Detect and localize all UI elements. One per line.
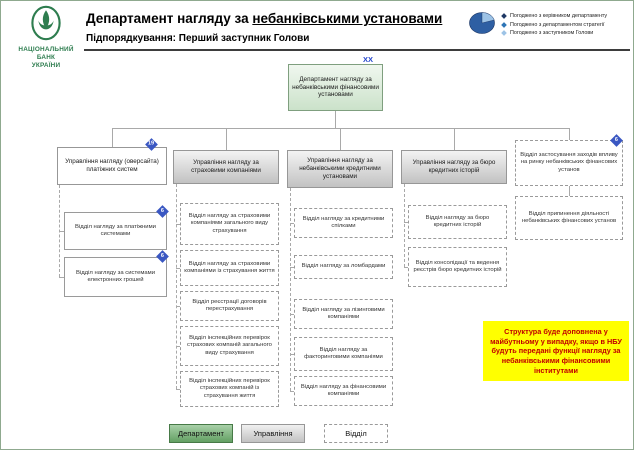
- org-node-division: Відділ нагляду за страховими компаніями із страхування життя: [180, 250, 279, 286]
- header-divider: [84, 49, 630, 51]
- connector-line: [290, 188, 291, 391]
- org-node-division: Відділ нагляду за факторинговими компаніями: [294, 337, 393, 371]
- badge-value: 19: [148, 140, 155, 147]
- connector-line: [226, 128, 227, 150]
- approval-text: Погоджено з департаментом стратегії: [510, 21, 605, 28]
- approval-item: [502, 13, 607, 19]
- approval-item: [502, 30, 607, 36]
- org-node-management-insurance: Управління нагляду за страховими компаніями: [173, 150, 279, 184]
- connector-line: [340, 128, 341, 150]
- root-marker: XX: [363, 55, 374, 64]
- logo-text-line: НАЦІОНАЛЬНИЙ: [18, 46, 74, 53]
- org-node-division: Відділ припинення діяльності небанківських фінансових установ: [515, 196, 623, 240]
- org-node-division: Відділ застосування заходів впливу на ринку небанківських фінансових установ: [515, 140, 623, 186]
- nbu-logo: [9, 5, 83, 70]
- org-node-division: Відділ інспекційних перевірок страхових компаній загального виду страхування: [180, 326, 279, 366]
- org-node-division: Відділ інспекційних перевірок страхових компаній із страхування життя: [180, 371, 279, 407]
- org-node-management-credit-institutions: Управління нагляду за небанківськими кредитними установами: [287, 150, 393, 188]
- connector-line: [335, 111, 336, 128]
- org-node-management-credit-bureaus: Управління нагляду за бюро кредитних історій: [401, 150, 507, 184]
- org-node-division: Відділ нагляду за лізинговими компаніями: [294, 299, 393, 329]
- org-node-division: Відділ нагляду за бюро кредитних історій: [408, 205, 507, 239]
- connector-line: [404, 184, 405, 267]
- title-prefix: Департамент нагляду за: [86, 11, 253, 26]
- org-node-division: Відділ нагляду за платіжними системами: [64, 212, 167, 250]
- legend-management-box: Управління: [241, 424, 305, 443]
- org-node-division: Відділ нагляду за страховими компаніями загального виду страхування: [180, 203, 279, 245]
- connector-line: [569, 186, 570, 196]
- approval-text: Погоджено з керівником департаменту: [510, 13, 608, 19]
- badge-value: 6: [160, 207, 165, 214]
- org-node-division: Відділ нагляду за фінансовими компаніями: [294, 376, 393, 406]
- connector-line: [112, 128, 113, 147]
- logo-text-line: БАНК: [36, 54, 56, 61]
- org-node-division: Відділ нагляду за кредитними спілками: [294, 208, 393, 238]
- org-node-department-root: Департамент нагляду за небанківськими фінансовими установами: [288, 64, 383, 111]
- diamond-bullet-icon: [501, 13, 507, 19]
- connector-line: [454, 128, 455, 150]
- connector-line: [569, 128, 570, 140]
- slide-title: [86, 11, 442, 26]
- approval-text: Погоджено з заступником Голови: [510, 30, 594, 36]
- legend-department-box: Департамент: [169, 424, 233, 443]
- approval-item: [502, 22, 607, 28]
- nbu-emblem-icon: [29, 5, 63, 41]
- badge-value: 6: [614, 136, 619, 143]
- badge-value: 6: [160, 252, 165, 259]
- connector-line: [176, 184, 177, 389]
- subordination-subtitle: Підпорядкування: Перший заступник Голови: [86, 33, 310, 44]
- title-underlined: небанківськими установами: [252, 11, 443, 26]
- org-node-division: Відділ консолідації та ведення реєстрів бюро кредитних історій: [408, 247, 507, 287]
- org-node-division: Відділ нагляду за системами електронних грошей: [64, 257, 167, 297]
- legend-division-box: Відділ: [324, 424, 388, 443]
- logo-text-line: УКРАЇНИ: [31, 62, 61, 69]
- approval-pie-icon: [468, 10, 498, 40]
- future-structure-note: Структура буде доповнена у майбутньому у випадку, якщо в НБУ будуть передані функції нагляду за небанківськими фінансовими інститутами: [483, 321, 629, 381]
- org-node-division: Відділ реєстрації договорів перестрахування: [180, 291, 279, 321]
- logo-text: [9, 46, 83, 70]
- approval-legend: [502, 13, 607, 39]
- org-node-division: Відділ нагляду за ломбардами: [294, 255, 393, 279]
- diamond-bullet-icon: [501, 30, 507, 36]
- diamond-bullet-icon: [501, 22, 507, 28]
- org-node-management-payment-systems: Управління нагляду (оверсайта) платіжних систем: [57, 147, 167, 185]
